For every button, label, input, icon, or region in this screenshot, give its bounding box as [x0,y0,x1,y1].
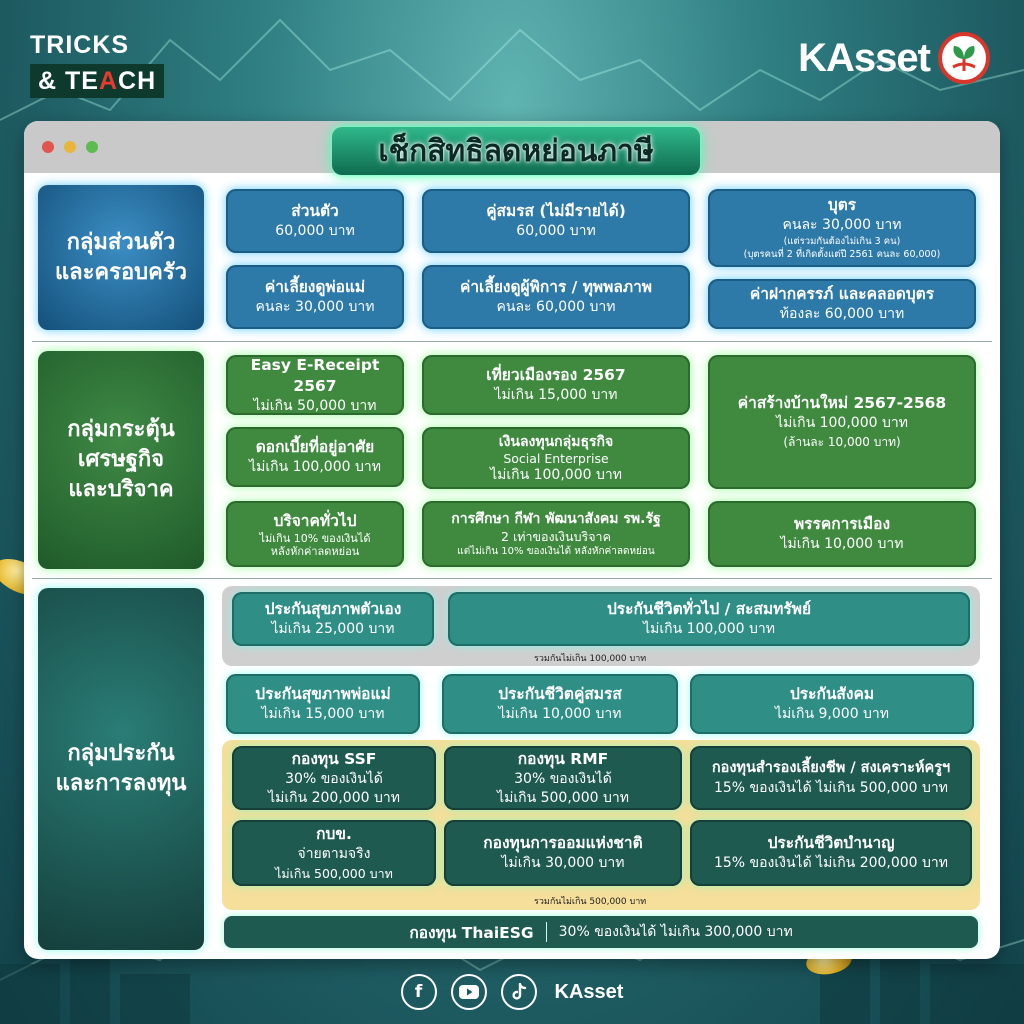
card-personal [226,189,404,253]
card-value: 30% ของเงินได้ [514,770,612,787]
card-title: เงินลงทุนกลุ่มธุรกิจ [498,433,614,450]
tax-deduction-window [24,121,1000,959]
card-value: ไม่เกิน 15,000 บาท [494,387,618,403]
card-social-enterprise [422,427,690,489]
card-children [708,189,976,267]
card-title: ค่าเลี้ยงดูผู้พิการ / ทุพพลภาพ [459,278,653,296]
card-education-donation [422,501,690,567]
card-value: 2 เท่าของเงินบริจาค [501,529,611,544]
card-note: หลังหักค่าลดหย่อน [270,544,360,558]
kasset-name: KAsset [798,35,930,80]
card-value: 60,000 บาท [275,223,355,239]
card-title: ประกันชีวิตบำนาญ [767,834,895,852]
card-title: การศึกษา กีฬา พัฒนาสังคม รพ.รัฐ [451,511,661,527]
card-title: Easy E-Receipt 2567 [250,355,380,395]
section-divider [32,341,992,342]
card-national-savings-fund [444,820,682,886]
teach-accent: A [98,67,119,95]
category-insurance-investment: กลุ่มประกัน และการลงทุน [38,588,204,950]
card-title: ค่าสร้างบ้านใหม่ 2567-2568 [737,393,947,412]
card-value: ไม่เกิน 30,000 บาท [501,855,625,871]
card-value: 30% ของเงินได้ ไม่เกิน 300,000 บาท [558,924,793,940]
card-title: ค่าเลี้ยงดูพ่อแม่ [264,278,366,296]
card-title: กองทุนสำรองเลี้ยงชีพ / สงเคราะห์ครูฯ [711,760,951,776]
category-stimulus-donation: กลุ่มกระตุ้น เศรษฐกิจ และบริจาค [38,351,204,569]
close-dot-icon [42,141,54,153]
card-note: (แต่รวมกันต้องไม่เกิน 3 คน) [783,236,901,247]
card-value: คนละ 30,000 บาท [782,217,902,233]
card-value: ไม่เกิน 9,000 บาท [774,706,890,722]
card-title: บริจาคทั่วไป [273,511,357,530]
tiktok-icon[interactable] [501,974,537,1010]
card-social-security [690,674,974,734]
card-note: (บุตรคนที่ 2 ที่เกิดตั้งแต่ปี 2561 คนละ 60,000) [743,249,941,260]
card-gpf-fund [232,820,436,886]
teach-prefix: & TE [38,67,99,95]
card-value: ไม่เกิน 100,000 บาท [776,414,908,431]
social-handle: KAsset [554,980,624,1003]
card-provident-fund [690,746,972,810]
facebook-icon[interactable]: f [401,974,437,1010]
teach-label [30,64,164,98]
card-note: แต่ไม่เกิน 10% ของเงินได้ หลังหักค่าลดหย่อน [457,546,655,557]
card-value: จ่ายตามจริง [297,845,371,862]
card-thaiesg-fund [224,916,978,948]
card-title: คู่สมรส (ไม่มีรายได้) [486,202,626,220]
card-value: 15% ของเงินได้ ไม่เกิน 200,000 บาท [713,855,949,871]
card-value: ท้องละ 60,000 บาท [779,306,905,322]
card-general-donation [226,501,404,567]
card-value: ไม่เกิน 500,000 บาท [275,865,393,881]
combined-insurance-note: รวมกันไม่เกิน 100,000 บาท [534,654,647,664]
card-value: ไม่เกิน 10,000 บาท [498,706,622,722]
card-title: ประกันสุขภาพพ่อแม่ [255,685,391,703]
card-value: 60,000 บาท [516,223,596,239]
youtube-icon[interactable] [451,974,487,1010]
card-title: กองทุน RMF [517,749,609,768]
card-disabled-support [422,265,690,329]
card-value: 30% ของเงินได้ [285,770,383,787]
minimize-dot-icon [64,141,76,153]
card-spouse [422,189,690,253]
social-footer [0,972,1024,1012]
card-value: ไม่เกิน 25,000 บาท [271,621,395,637]
card-title: ค่าฝากครรภ์ และคลอดบุตร [749,285,935,303]
card-note: (ล้านละ 10,000 บาท) [783,434,901,449]
card-own-health-insurance [232,592,434,646]
teach-suffix: CH [118,67,157,95]
kbank-leaf-icon [938,32,990,84]
kasset-logo [798,32,990,84]
card-ssf-fund [232,746,436,810]
card-value: ไม่เกิน 200,000 บาท [268,789,400,806]
card-value: ไม่เกิน 100,000 บาท [490,466,622,483]
page-title-text: เช็กสิทธิลดหย่อนภาษี [378,133,654,169]
card-value: คนละ 30,000 บาท [255,299,375,315]
card-title: ประกันสังคม [789,685,875,703]
card-title: กองทุน SSF [291,749,377,768]
card-value: ไม่เกิน 50,000 บาท [253,397,377,414]
card-title: ส่วนตัว [291,202,339,220]
card-rmf-fund [444,746,682,810]
card-value: 15% ของเงินได้ ไม่เกิน 500,000 บาท [713,780,949,796]
card-maternity [708,279,976,329]
card-title: กบข. [316,824,352,843]
card-value: ไม่เกิน 10,000 บาท [780,536,904,552]
card-political-party [708,501,976,567]
card-spouse-life-insurance [442,674,678,734]
section-divider [32,578,992,579]
card-note: ไม่เกิน 10% ของเงินได้ [259,531,371,545]
card-title: กองทุน ThaiESG [409,923,534,942]
category-personal-family: กลุ่มส่วนตัว และครอบครัว [38,185,204,330]
card-parent-support [226,265,404,329]
card-new-house [708,355,976,489]
card-value: ไม่เกิน 100,000 บาท [643,621,775,637]
card-title: เที่ยวเมืองรอง 2567 [486,366,626,384]
page-title [332,127,700,175]
card-title: ประกันสุขภาพตัวเอง [264,600,402,618]
tricks-label: TRICKS [30,31,130,59]
card-subtitle: Social Enterprise [503,450,609,466]
card-housing-interest [226,427,404,487]
esg-separator [546,922,547,942]
card-value: คนละ 60,000 บาท [496,299,616,315]
window-titlebar [24,121,1000,173]
maximize-dot-icon [86,141,98,153]
card-title: ประกันชีวิตทั่วไป / สะสมทรัพย์ [606,600,812,618]
combined-fund-note: รวมกันไม่เกิน 500,000 บาท [534,897,647,907]
card-pension-insurance [690,820,972,886]
card-secondary-city-travel [422,355,690,415]
card-title: พรรคการเมือง [793,515,891,533]
card-easy-e-receipt [226,355,404,415]
card-value: ไม่เกิน 100,000 บาท [249,459,381,475]
card-title: บุตร [827,196,857,214]
card-value: ไม่เกิน 500,000 บาท [497,789,629,806]
card-parent-health-insurance [226,674,420,734]
card-value: ไม่เกิน 15,000 บาท [261,706,385,722]
card-title: ประกันชีวิตคู่สมรส [498,685,622,703]
window-controls [42,141,98,153]
tricks-teach-logo [30,30,164,98]
card-title: ดอกเบี้ยที่อยู่อาศัย [255,438,375,456]
card-title: กองทุนการออมแห่งชาติ [483,834,643,852]
card-life-insurance [448,592,970,646]
